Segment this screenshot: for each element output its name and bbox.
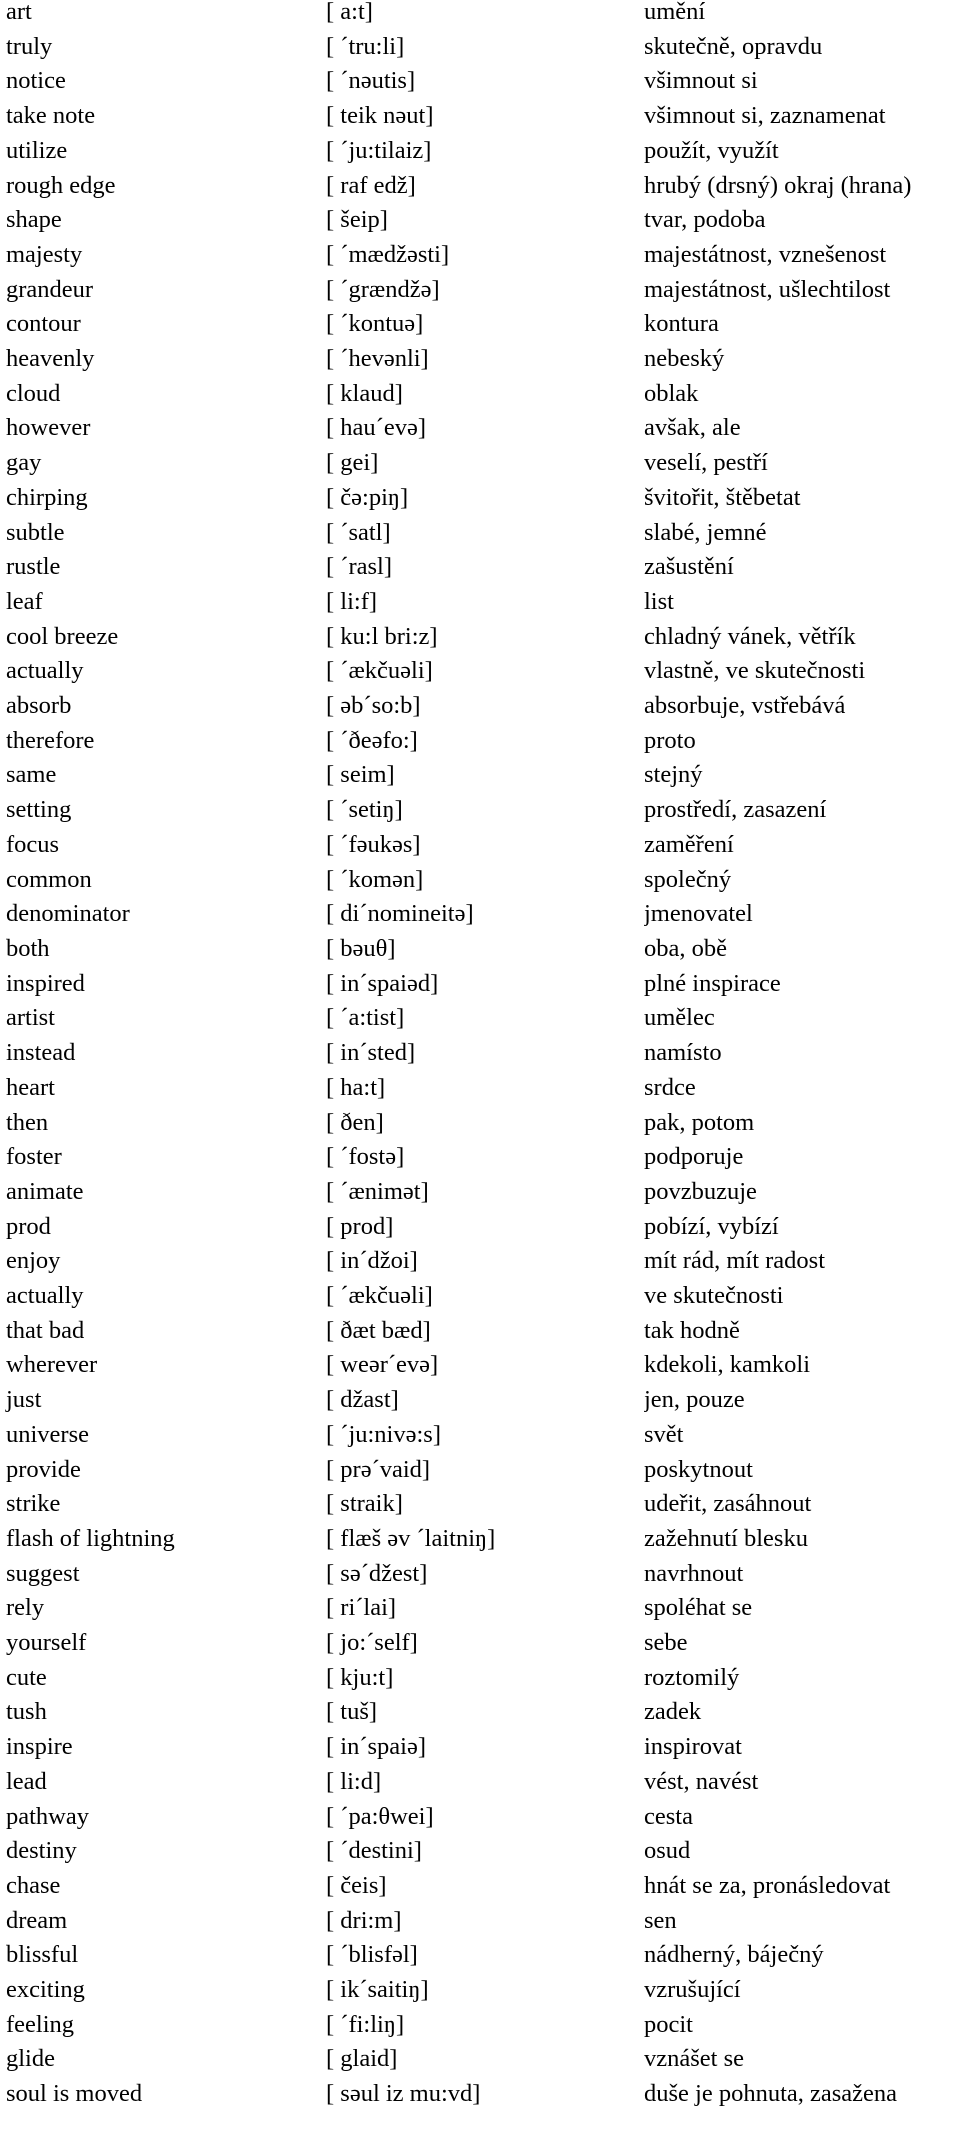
- english-word: tush: [6, 1698, 47, 1726]
- pronunciation: [ ´fostə]: [326, 1143, 405, 1171]
- pronunciation: [ kju:t]: [326, 1663, 394, 1691]
- vocabulary-row: [0, 897, 960, 932]
- vocabulary-row: [0, 1938, 960, 1973]
- pronunciation: [ čə:piŋ]: [326, 483, 409, 511]
- pronunciation: [ bəuθ]: [326, 934, 396, 962]
- pronunciation: [ ´nəutis]: [326, 67, 416, 95]
- english-word: chase: [6, 1871, 61, 1899]
- english-word: enjoy: [6, 1247, 61, 1275]
- pronunciation: [ ´kontuə]: [326, 310, 424, 338]
- czech-translation: mít rád, mít radost: [644, 1247, 825, 1275]
- pronunciation: [ ´fi:liŋ]: [326, 2010, 405, 2038]
- pronunciation: [ šeip]: [326, 206, 388, 234]
- english-word: cloud: [6, 379, 61, 407]
- vocabulary-row: [0, 1001, 960, 1036]
- vocabulary-row: [0, 1210, 960, 1245]
- pronunciation: [ čeis]: [326, 1871, 387, 1899]
- pronunciation: [ ðæt bæd]: [326, 1316, 431, 1344]
- czech-translation: namísto: [644, 1039, 722, 1067]
- vocabulary-row: [0, 1036, 960, 1071]
- vocabulary-row: [0, 1244, 960, 1279]
- czech-translation: všimnout si, zaznamenat: [644, 102, 886, 130]
- english-word: provide: [6, 1455, 81, 1483]
- vocabulary-row: [0, 932, 960, 967]
- vocabulary-row: [0, 516, 960, 551]
- czech-translation: srdce: [644, 1073, 696, 1101]
- czech-translation: oba, obě: [644, 934, 727, 962]
- vocabulary-row: [0, 1522, 960, 1557]
- pronunciation: [ sə´džest]: [326, 1559, 428, 1587]
- english-word: actually: [6, 1282, 84, 1310]
- pronunciation: [ ´fəukəs]: [326, 830, 421, 858]
- czech-translation: plné inspirace: [644, 969, 781, 997]
- english-word: cute: [6, 1663, 47, 1691]
- english-word: take note: [6, 102, 96, 130]
- english-word: destiny: [6, 1837, 77, 1865]
- vocabulary-row: [0, 1973, 960, 2008]
- english-word: denominator: [6, 900, 130, 928]
- english-word: rustle: [6, 553, 61, 581]
- czech-translation: duše je pohnuta, zasažena: [644, 2080, 898, 2108]
- pronunciation: [ in´sted]: [326, 1039, 416, 1067]
- pronunciation: [ ´destini]: [326, 1837, 422, 1865]
- english-word: majesty: [6, 240, 83, 268]
- pronunciation: [ ´mædžəsti]: [326, 240, 450, 268]
- pronunciation: [ ðen]: [326, 1108, 384, 1136]
- english-word: instead: [6, 1039, 76, 1067]
- vocabulary-row: [0, 793, 960, 828]
- pronunciation: [ di´nomineitə]: [326, 900, 474, 928]
- czech-translation: pocit: [644, 2010, 693, 2038]
- english-word: cool breeze: [6, 622, 119, 650]
- vocabulary-row: [0, 967, 960, 1002]
- czech-translation: povzbuzuje: [644, 1177, 757, 1205]
- english-word: heavenly: [6, 345, 95, 373]
- vocabulary-row: [0, 620, 960, 655]
- pronunciation: [ weər´evə]: [326, 1351, 439, 1379]
- english-word: notice: [6, 67, 66, 95]
- czech-translation: absorbuje, vstřebává: [644, 692, 846, 720]
- pronunciation: [ əb´so:b]: [326, 692, 421, 720]
- czech-translation: podporuje: [644, 1143, 744, 1171]
- pronunciation: [ ku:l bri:z]: [326, 622, 438, 650]
- vocabulary-row: [0, 550, 960, 585]
- vocabulary-row: [0, 654, 960, 689]
- czech-translation: kdekoli, kamkoli: [644, 1351, 811, 1379]
- pronunciation: [ flæš əv ´laitniŋ]: [326, 1524, 496, 1552]
- vocabulary-row: [0, 1175, 960, 1210]
- english-word: wherever: [6, 1351, 98, 1379]
- english-word: however: [6, 414, 91, 442]
- english-word: subtle: [6, 518, 65, 546]
- english-word: flash of lightning: [6, 1524, 175, 1552]
- czech-translation: sen: [644, 1906, 677, 1934]
- pronunciation: [ ´tru:li]: [326, 32, 405, 60]
- vocabulary-row: [0, 863, 960, 898]
- english-word: both: [6, 934, 50, 962]
- czech-translation: vzrušující: [644, 1976, 741, 2004]
- vocabulary-row: [0, 1869, 960, 1904]
- czech-translation: stejný: [644, 761, 703, 789]
- czech-translation: osud: [644, 1837, 691, 1865]
- czech-translation: proto: [644, 726, 696, 754]
- pronunciation: [ ´ju:tilaiz]: [326, 136, 432, 164]
- vocabulary-row: [0, 411, 960, 446]
- english-word: soul is moved: [6, 2080, 143, 2108]
- vocabulary-row: [0, 1383, 960, 1418]
- english-word: foster: [6, 1143, 62, 1171]
- czech-translation: skutečně, opravdu: [644, 32, 823, 60]
- czech-translation: umění: [644, 0, 706, 25]
- czech-translation: zadek: [644, 1698, 702, 1726]
- czech-translation: majestátnost, vznešenost: [644, 240, 887, 268]
- english-word: rough edge: [6, 171, 116, 199]
- pronunciation: [ raf edž]: [326, 171, 416, 199]
- english-word: glide: [6, 2045, 55, 2073]
- english-word: same: [6, 761, 57, 789]
- vocabulary-row: [0, 1487, 960, 1522]
- english-word: rely: [6, 1594, 45, 1622]
- pronunciation: [ li:d]: [326, 1767, 382, 1795]
- czech-translation: roztomilý: [644, 1663, 740, 1691]
- english-word: grandeur: [6, 275, 94, 303]
- pronunciation: [ ´grændžə]: [326, 275, 440, 303]
- pronunciation: [ ´ðeəfo:]: [326, 726, 418, 754]
- czech-translation: použít, využít: [644, 136, 779, 164]
- english-word: strike: [6, 1490, 61, 1518]
- english-word: lead: [6, 1767, 47, 1795]
- vocabulary-row: [0, 1557, 960, 1592]
- vocabulary-row: [0, 2042, 960, 2077]
- vocabulary-row: [0, 1279, 960, 1314]
- pronunciation: [ in´džoi]: [326, 1247, 418, 1275]
- vocabulary-row: [0, 2077, 960, 2112]
- pronunciation: [ ik´saitiŋ]: [326, 1976, 429, 2004]
- english-word: focus: [6, 830, 60, 858]
- czech-translation: slabé, jemné: [644, 518, 767, 546]
- vocabulary-row: [0, 2008, 960, 2043]
- english-word: leaf: [6, 587, 43, 615]
- pronunciation: [ gei]: [326, 449, 379, 477]
- czech-translation: spoléhat se: [644, 1594, 753, 1622]
- pronunciation: [ straik]: [326, 1490, 403, 1518]
- pronunciation: [ jo:´self]: [326, 1629, 418, 1657]
- english-word: contour: [6, 310, 81, 338]
- vocabulary-row: [0, 1730, 960, 1765]
- pronunciation: [ teik nəut]: [326, 102, 434, 130]
- czech-translation: tak hodně: [644, 1316, 740, 1344]
- pronunciation: [ tuš]: [326, 1698, 378, 1726]
- vocabulary-row: [0, 689, 960, 724]
- czech-translation: zašustění: [644, 553, 734, 581]
- pronunciation: [ džast]: [326, 1386, 399, 1414]
- vocabulary-row: [0, 377, 960, 412]
- pronunciation: [ səul iz mu:vd]: [326, 2080, 481, 2108]
- vocabulary-row: [0, 169, 960, 204]
- pronunciation: [ klaud]: [326, 379, 403, 407]
- english-word: setting: [6, 796, 72, 824]
- vocabulary-row: [0, 1800, 960, 1835]
- pronunciation: [ ´blisfəl]: [326, 1941, 418, 1969]
- vocabulary-row: [0, 446, 960, 481]
- pronunciation: [ ri´lai]: [326, 1594, 397, 1622]
- czech-translation: svět: [644, 1420, 684, 1448]
- vocabulary-row: [0, 1591, 960, 1626]
- vocabulary-row: [0, 481, 960, 516]
- czech-translation: kontura: [644, 310, 719, 338]
- vocabulary-row: [0, 1106, 960, 1141]
- pronunciation: [ glaid]: [326, 2045, 398, 2073]
- czech-translation: poskytnout: [644, 1455, 753, 1483]
- english-word: prod: [6, 1212, 51, 1240]
- pronunciation: [ ´komən]: [326, 865, 424, 893]
- czech-translation: všimnout si: [644, 67, 758, 95]
- czech-translation: cesta: [644, 1802, 693, 1830]
- vocabulary-row: [0, 64, 960, 99]
- pronunciation: [ ´rasl]: [326, 553, 392, 581]
- vocabulary-row: [0, 1904, 960, 1939]
- english-word: inspire: [6, 1733, 73, 1761]
- english-word: blissful: [6, 1941, 79, 1969]
- czech-translation: zaměření: [644, 830, 734, 858]
- czech-translation: jen, pouze: [644, 1386, 745, 1414]
- pronunciation: [ ´satl]: [326, 518, 391, 546]
- english-word: universe: [6, 1420, 89, 1448]
- english-word: dream: [6, 1906, 68, 1934]
- vocabulary-row: [0, 1348, 960, 1383]
- english-word: truly: [6, 32, 53, 60]
- vocabulary-row: [0, 1453, 960, 1488]
- vocabulary-row: [0, 1626, 960, 1661]
- czech-translation: majestátnost, ušlechtilost: [644, 275, 891, 303]
- czech-translation: hnát se za, pronásledovat: [644, 1871, 891, 1899]
- czech-translation: navrhnout: [644, 1559, 744, 1587]
- vocabulary-row: [0, 1765, 960, 1800]
- vocabulary-row: [0, 1418, 960, 1453]
- vocabulary-row: [0, 273, 960, 308]
- pronunciation: [ ´ækčuəli]: [326, 1282, 433, 1310]
- czech-translation: vést, navést: [644, 1767, 759, 1795]
- english-word: then: [6, 1108, 49, 1136]
- english-word: that bad: [6, 1316, 85, 1344]
- english-word: artist: [6, 1004, 55, 1032]
- english-word: heart: [6, 1073, 55, 1101]
- czech-translation: vznášet se: [644, 2045, 744, 2073]
- english-word: art: [6, 0, 32, 25]
- czech-translation: pobízí, vybízí: [644, 1212, 779, 1240]
- pronunciation: [ ´pa:θwei]: [326, 1802, 434, 1830]
- english-word: therefore: [6, 726, 95, 754]
- vocabulary-row: [0, 1661, 960, 1696]
- czech-translation: nádherný, báječný: [644, 1941, 824, 1969]
- czech-translation: sebe: [644, 1629, 688, 1657]
- pronunciation: [ hau´evə]: [326, 414, 426, 442]
- vocabulary-row: [0, 758, 960, 793]
- czech-translation: inspirovat: [644, 1733, 742, 1761]
- english-word: suggest: [6, 1559, 80, 1587]
- pronunciation: [ dri:m]: [326, 1906, 402, 1934]
- vocabulary-row: [0, 585, 960, 620]
- vocabulary-row: [0, 1071, 960, 1106]
- pronunciation: [ ha:t]: [326, 1073, 386, 1101]
- czech-translation: hrubý (drsný) okraj (hrana): [644, 171, 912, 199]
- english-word: chirping: [6, 483, 88, 511]
- english-word: gay: [6, 449, 42, 477]
- vocabulary-row: [0, 99, 960, 134]
- english-word: utilize: [6, 136, 68, 164]
- english-word: common: [6, 865, 92, 893]
- pronunciation: [ in´spaiəd]: [326, 969, 439, 997]
- czech-translation: zažehnutí blesku: [644, 1524, 808, 1552]
- english-word: feeling: [6, 2010, 75, 2038]
- pronunciation: [ ´hevənli]: [326, 345, 429, 373]
- vocabulary-row: [0, 0, 960, 30]
- czech-translation: společný: [644, 865, 732, 893]
- czech-translation: tvar, podoba: [644, 206, 766, 234]
- vocabulary-row: [0, 828, 960, 863]
- pronunciation: [ seim]: [326, 761, 395, 789]
- vocabulary-row: [0, 724, 960, 759]
- english-word: animate: [6, 1177, 84, 1205]
- czech-translation: pak, potom: [644, 1108, 755, 1136]
- czech-translation: udeřit, zasáhnout: [644, 1490, 812, 1518]
- czech-translation: nebeský: [644, 345, 725, 373]
- czech-translation: chladný vánek, větřík: [644, 622, 856, 650]
- pronunciation: [ ´ænimət]: [326, 1177, 429, 1205]
- vocabulary-row: [0, 134, 960, 169]
- czech-translation: oblak: [644, 379, 699, 407]
- pronunciation: [ li:f]: [326, 587, 378, 615]
- czech-translation: avšak, ale: [644, 414, 741, 442]
- pronunciation: [ ´a:tist]: [326, 1004, 405, 1032]
- vocabulary-row: [0, 1140, 960, 1175]
- english-word: just: [6, 1386, 42, 1414]
- czech-translation: umělec: [644, 1004, 715, 1032]
- vocabulary-row: [0, 1695, 960, 1730]
- english-word: exciting: [6, 1976, 85, 2004]
- pronunciation: [ ´ækčuəli]: [326, 657, 433, 685]
- english-word: inspired: [6, 969, 85, 997]
- vocabulary-row: [0, 203, 960, 238]
- pronunciation: [ in´spaiə]: [326, 1733, 426, 1761]
- czech-translation: list: [644, 587, 674, 615]
- czech-translation: veselí, pestří: [644, 449, 768, 477]
- vocabulary-row: [0, 30, 960, 65]
- english-word: pathway: [6, 1802, 89, 1830]
- english-word: shape: [6, 206, 62, 234]
- vocabulary-row: [0, 238, 960, 273]
- english-word: absorb: [6, 692, 72, 720]
- czech-translation: švitořit, štěbetat: [644, 483, 801, 511]
- vocabulary-row: [0, 1834, 960, 1869]
- vocabulary-row: [0, 1314, 960, 1349]
- pronunciation: [ ´ju:nivə:s]: [326, 1420, 441, 1448]
- vocabulary-row: [0, 342, 960, 377]
- english-word: actually: [6, 657, 84, 685]
- vocabulary-row: [0, 307, 960, 342]
- pronunciation: [ a:t]: [326, 0, 373, 25]
- czech-translation: jmenovatel: [644, 900, 753, 928]
- pronunciation: [ prə´vaid]: [326, 1455, 431, 1483]
- pronunciation: [ prod]: [326, 1212, 394, 1240]
- pronunciation: [ ´setiŋ]: [326, 796, 403, 824]
- czech-translation: prostředí, zasazení: [644, 796, 827, 824]
- czech-translation: ve skutečnosti: [644, 1282, 784, 1310]
- english-word: yourself: [6, 1629, 87, 1657]
- czech-translation: vlastně, ve skutečnosti: [644, 657, 866, 685]
